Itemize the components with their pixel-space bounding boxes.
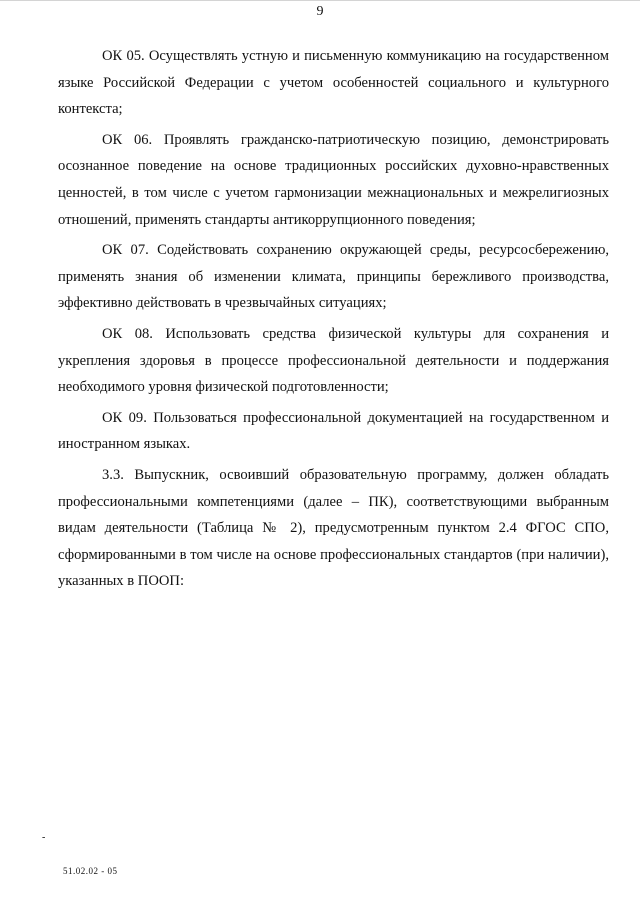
page-number: 9 bbox=[316, 4, 324, 19]
paragraph-ok-05: ОК 05. Осуществлять устную и письменную коммуникацию на государственном языке Российской Федерации с учетом особенностей социального и культурного контекста; bbox=[58, 48, 609, 118]
paragraph-ok-08: ОК 08. Использовать средства физической культуры для сохранения и укрепления здоровья в процессе профессиональной деятельности и поддержания необходимого уровня физической подготовленности; bbox=[58, 325, 609, 396]
document-body bbox=[58, 43, 609, 599]
top-edge-line bbox=[0, 0, 640, 1]
paragraph-3-3: 3.3. Выпускник, освоивший образовательную программу, должен обладать профессиональными компетенциями (далее – ПК), соответствующими выбранным видам деятельности (Таблица № 2), предусмотренным пунктом 2.4 ФГОС СПО, сформированными в том числе на основе профессиональных стандартов (при наличии), указанных в ПООП: bbox=[58, 466, 609, 590]
margin-mark: - bbox=[42, 832, 46, 843]
footer-code: 51.02.02 - 05 bbox=[63, 866, 118, 876]
paragraph-ok-07: ОК 07. Содействовать сохранению окружающей среды, ресурсосбережению, применять знания об изменении климата, принципы бережливого производства, эффективно действовать в чрезвычайных ситуациях; bbox=[58, 242, 609, 312]
paragraph-ok-09: ОК 09. Пользоваться профессиональной документацией на государственном и иностранном языках. bbox=[58, 409, 609, 453]
paragraph-ok-06: ОК 06. Проявлять гражданско-патриотическую позицию, демонстрировать осознанное поведение на основе традиционных российских духовно-нравственных ценностей, в том числе с учетом гармонизации межнациональных и межрелигиозных отношений, применять стандарты антикоррупционного поведения; bbox=[58, 131, 609, 228]
